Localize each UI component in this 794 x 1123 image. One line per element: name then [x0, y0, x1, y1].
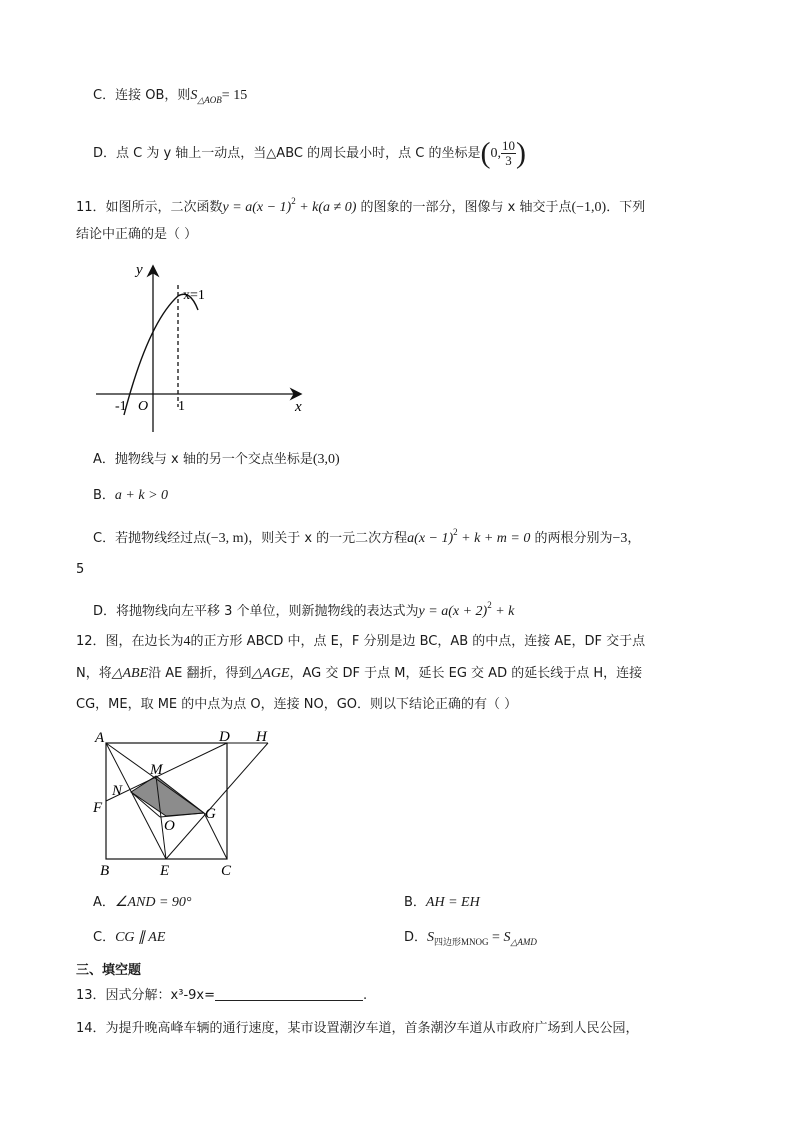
q12-area-2-sub: △AMD: [510, 937, 537, 947]
q12-area-2: S: [503, 930, 511, 945]
q11-option-b-math: a + k > 0: [114, 488, 169, 503]
fraction: [501, 139, 516, 168]
q11-mid: 的图象的一部分，图像与 x 轴交于点: [360, 200, 572, 215]
q11-end: ．下列: [606, 200, 646, 215]
q13-end: .: [363, 988, 368, 1003]
q12-triangle-abe: △ABE: [111, 666, 149, 681]
label-o: O: [164, 818, 175, 834]
q11-function-tail: + k(a ≠ 0): [295, 200, 357, 215]
q12-option-b-math: AH = EH: [425, 895, 480, 910]
q11-option-d-eq: y = a(x + 2): [418, 604, 488, 619]
q11-prefix: 11．如图所示，二次函数: [76, 200, 223, 215]
q11-point: (−1,0): [571, 200, 607, 215]
q11-option-a-text: A．抛物线与 x 轴的另一个交点坐标是: [93, 452, 313, 467]
q12-text-a: 12．图，在边长为: [76, 634, 184, 649]
label-m: M: [150, 762, 163, 778]
q11-option-d-text: D．将抛物线向左平移 3 个单位，则新抛物线的表达式为: [93, 604, 419, 619]
shaded-quadrilateral: [131, 776, 204, 816]
q11-option-c-suffix: 的两根分别为: [534, 531, 613, 546]
q12-stem-line2: [76, 664, 642, 684]
q10-option-c: [93, 86, 247, 110]
q12-text-d: 沿 AE 翻折，得到: [148, 666, 252, 681]
q12-triangle-age: △AGE: [251, 666, 290, 681]
q11-function-exponent: 2: [291, 196, 296, 206]
q11-option-c-text: C．若抛物线经过点: [93, 531, 207, 546]
label-a: A: [95, 730, 105, 746]
q10-option-d: [93, 136, 526, 170]
q12-option-c-text: C．: [93, 930, 116, 945]
q11-option-b-text: B．: [93, 488, 115, 503]
q12-area-1-sub: 四边形MNOG: [434, 937, 489, 947]
area-value: = 15: [221, 88, 248, 103]
q12-option-c: [93, 928, 165, 948]
label-x: x: [295, 399, 302, 415]
q11-option-d-eq-tail: + k: [491, 604, 515, 619]
label-neg1: -1: [115, 399, 127, 414]
square-figure: [88, 724, 288, 882]
fraction-numerator: 10: [501, 138, 515, 153]
coord-x: 0,: [490, 146, 501, 161]
q12-stem-line3: CG，ME，取 ME 的中点为点 O，连接 NO，GO．则以下结论正确的有（ ）: [76, 697, 518, 712]
right-paren: ): [515, 136, 526, 170]
parabola-graph: [90, 255, 320, 435]
label-y: y: [136, 262, 143, 278]
q11-option-c-eq-tail: + k + m = 0: [457, 531, 531, 546]
label-e: E: [160, 863, 170, 879]
q11-option-a-math: (3,0): [312, 452, 340, 467]
q11-option-c-mid: ，则关于 x 的一元二次方程: [248, 531, 408, 546]
label-b: B: [100, 863, 110, 879]
q11-option-a: [93, 450, 340, 470]
label-axis: x=1: [183, 288, 205, 303]
label-n: N: [112, 783, 123, 799]
q11-stem-line1: [76, 191, 645, 218]
q11-option-c: [93, 522, 640, 549]
q12-option-b: [404, 893, 480, 913]
q11-option-c-eq: a(x − 1): [407, 531, 454, 546]
parabola-curve: [124, 294, 198, 415]
q10-option-d-text: D．点 C 为 y 轴上一动点，当△ABC 的周长最小时，点 C 的坐标是: [93, 146, 481, 161]
q11-option-d: [93, 595, 514, 622]
q12-option-d: [404, 928, 537, 952]
q10-option-c-text: C．连接 OB，则: [93, 88, 191, 103]
q12-option-a-text: A．: [93, 895, 115, 910]
q13: [76, 986, 367, 1006]
section-heading: 三、填空题: [76, 963, 142, 978]
label-d: D: [219, 729, 230, 745]
q12-option-c-math: CG ∥ AE: [115, 930, 166, 945]
label-h: H: [256, 729, 267, 745]
q12-text-b: 的正方形 ABCD 中，点 E，F 分别是边 BC，AB 的中点，连接 AE，DF 交于点: [190, 634, 646, 649]
q11-option-c-root1: −3: [612, 531, 628, 546]
q11-option-c-exp: 2: [453, 527, 458, 537]
q12-stem-line1: [76, 632, 645, 652]
q13-text: 13．因式分解：x³-9x=: [76, 988, 215, 1003]
label-c: C: [221, 863, 232, 879]
area-subscript: △AOB: [197, 95, 222, 105]
label-1: 1: [178, 399, 185, 414]
label-g: G: [205, 806, 216, 822]
q11-option-c-point: (−3, m): [206, 531, 249, 546]
q11-option-c-comma: ，: [627, 531, 641, 546]
answer-blank[interactable]: [215, 988, 363, 1001]
q12-option-a: [93, 893, 192, 913]
q12-option-b-text: B．: [404, 895, 426, 910]
area-symbol: S: [190, 88, 198, 103]
q12-side-length: 4: [183, 634, 191, 649]
q12-text-e: ，AG 交 DF 于点 M，延长 EG 交 AD 的延长线于点 H，连接: [289, 666, 643, 681]
q12-text-c: N，将: [76, 666, 112, 681]
q12-option-a-math: ∠AND = 90°: [114, 895, 192, 910]
fraction-denominator: 3: [505, 153, 512, 168]
q12-option-d-text: D．: [404, 930, 428, 945]
label-origin: O: [138, 399, 149, 414]
q11-option-d-exp: 2: [487, 600, 492, 610]
q12-area-1: S: [427, 930, 435, 945]
q11-stem-line2: 结论中正确的是（ ）: [76, 227, 198, 242]
q11-option-b: [93, 486, 168, 506]
q11-option-c-root2: 5: [76, 562, 85, 577]
q14-text: 14．为提升晚高峰车辆的通行速度，某市设置潮汐车道，首条潮汐车道从市政府广场到人民公园，: [76, 1021, 639, 1036]
label-f: F: [93, 800, 103, 816]
left-paren: (: [480, 136, 491, 170]
q11-function: y = a(x − 1): [222, 200, 292, 215]
q12-equals: =: [488, 930, 504, 945]
